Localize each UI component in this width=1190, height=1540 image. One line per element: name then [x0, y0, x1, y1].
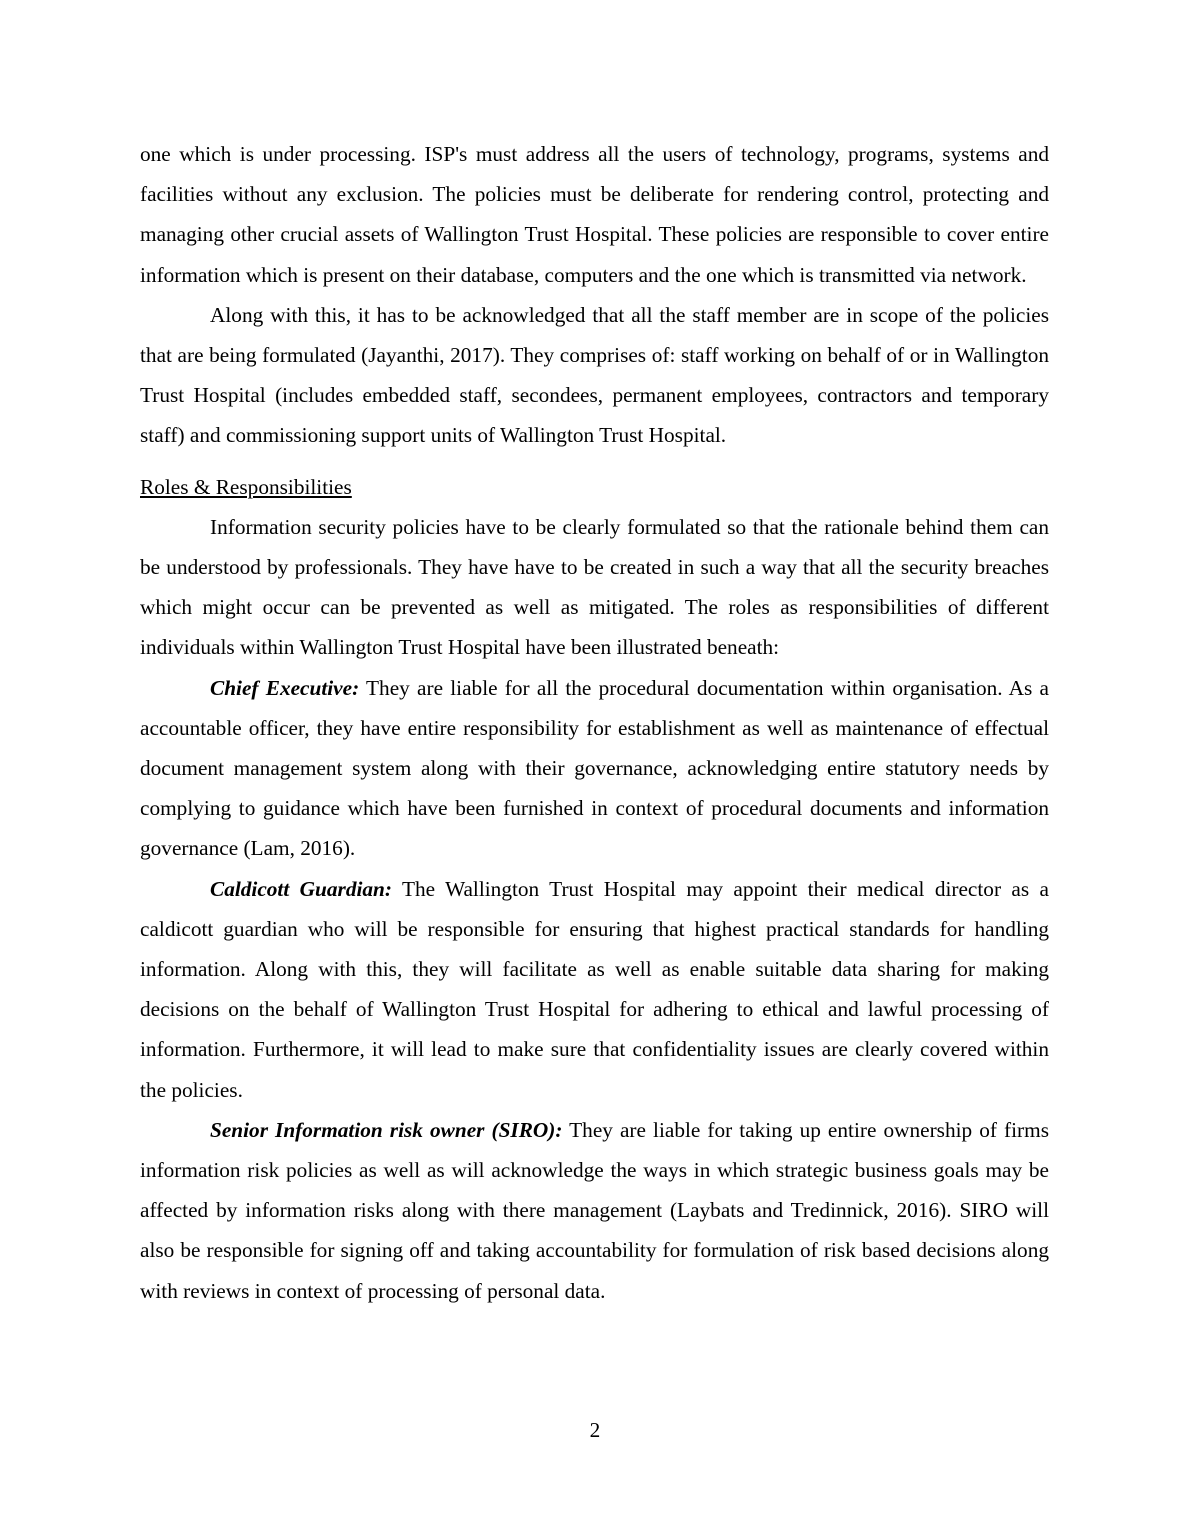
- role-term: Senior Information risk owner (SIRO):: [210, 1117, 563, 1142]
- role-description: They are liable for all the procedural documentation within organisation. As a accountable officer, they have entire responsibility for establishment as well as maintenance of effectual document management system along with their governance, acknowledging entire statutory needs by complying to guidance which have been furnished in context of procedural documents and information governance (Lam, 2016).: [140, 675, 1049, 861]
- page-number: 2: [589, 1418, 601, 1442]
- role-term: Chief Executive:: [210, 675, 360, 700]
- role-paragraph-chief-executive: [140, 668, 1049, 869]
- body-paragraph: Along with this, it has to be acknowledged that all the staff member are in scope of the policies that are being formulated (Jayanthi, 2017). They comprises of: staff working on behalf of or in Wallington Trust Hospital (includes embedded staff, secondees, permanent employees, contractors and temporary staff) and commissioning support units of Wallington Trust Hospital.: [140, 302, 1049, 448]
- body-paragraph: one which is under processing. ISP's must address all the users of technology, programs, systems and facilities without any exclusion. The policies must be deliberate for rendering control, protecting and managing other crucial assets of Wallington Trust Hospital. These policies are responsible to cover entire information which is present on their database, computers and the one which is transmitted via network.: [140, 142, 1049, 287]
- role-paragraph-siro: [140, 1110, 1049, 1311]
- role-description: They are liable for taking up entire ownership of firms information risk policies as well as will acknowledge the ways in which strategic business goals may be affected by information risks along with there management (Laybats and Tredinnick, 2016). SIRO will also be responsible for signing off and taking accountability for formulation of risk based decisions along with reviews in context of processing of personal data.: [140, 1117, 1049, 1303]
- body-paragraph: Information security policies have to be clearly formulated so that the rationale behind them can be understood by professionals. They have have to be created in such a way that all the security breaches which might occur can be prevented as well as mitigated. The roles as responsibilities of different individuals within Wallington Trust Hospital have been illustrated beneath:: [140, 514, 1049, 660]
- section-heading: Roles & Responsibilities: [140, 474, 352, 499]
- document-page: [140, 134, 1049, 1311]
- role-paragraph-caldicott-guardian: [140, 869, 1049, 1110]
- role-description: The Wallington Trust Hospital may appoint their medical director as a caldicott guardian who will be responsible for ensuring that highest practical standards for handling information. Along with this, they will facilitate as well as enable suitable data sharing for making decisions on the behalf of Wallington Trust Hospital for adhering to ethical and lawful processing of information. Furthermore, it will lead to make sure that confidentiality issues are clearly covered within the policies.: [140, 876, 1049, 1102]
- role-term: Caldicott Guardian:: [210, 876, 392, 901]
